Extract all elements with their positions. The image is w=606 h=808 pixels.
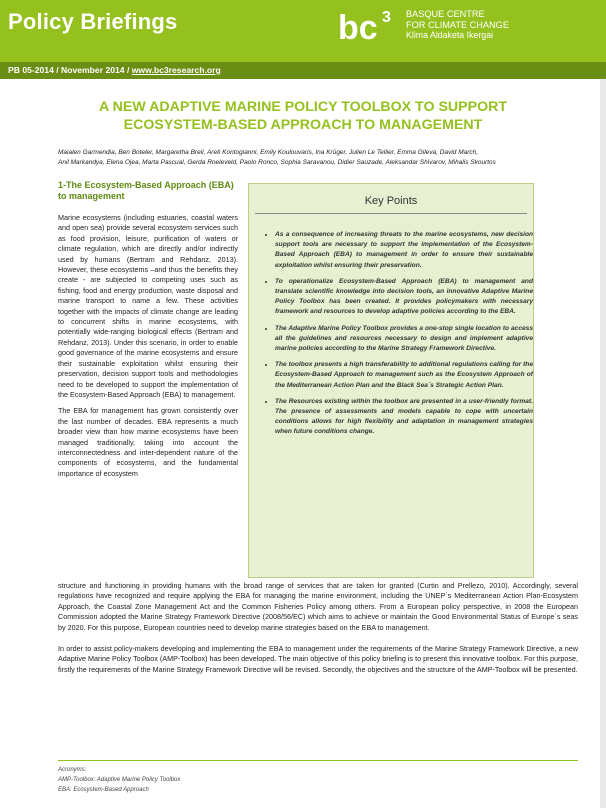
issue-number-date: PB 05-2014 / November 2014 / <box>8 65 132 75</box>
authors-line-1: Maialen Garmendia, Ben Boteler, Margaretha Breil, Areti Kontogianni, Emily Koulouvaris, Ina Krüger, Julien Le Tellier, Emma Gileva, David March, <box>58 149 479 156</box>
footer-divider <box>58 760 578 761</box>
key-point-item: • The Adaptive Marine Policy Toolbox provides a one-stop single location to access all the guidelines and resources necessary to design and implement adaptive marine policies according to the Marine Strategy Framework Directive. <box>275 324 533 355</box>
header-banner <box>0 0 606 62</box>
acronym-item: EBA: Ecosystem-Based Approach <box>58 787 149 793</box>
org-name <box>406 9 509 41</box>
org-line-3: Klima Aldaketa Ikergai <box>406 30 494 40</box>
page-edge <box>600 79 606 808</box>
key-point-item: • To operationalize Ecosystem-Based Approach (EBA) to management and translate scientific knowledge into decision tools, an innovative Adaptive Marine Policy Toolbox has been created. It provides policymakers with necessary framework and resources to develop adaptive policies according to the EBA. <box>275 277 533 318</box>
acronyms-title: Acronyms: <box>58 767 87 773</box>
key-points-divider <box>255 213 527 214</box>
series-title: Policy Briefings <box>8 9 178 34</box>
title-line-1: A NEW ADAPTIVE MARINE POLICY TOOLBOX TO SUPPORT <box>98 99 508 115</box>
paragraph-3: In order to assist policy-makers developing and implementing the EBA to management under the requirements of the Marine Strategy Framework Directive, a new Adaptive Marine Policy Toolbox (AMP-Toolbox) has been developed. The main objective of this policy briefing is to present this innovative toolbox. For this purpose, firstly the requirements of the Marine Strategy Framework Directive will be revised. Secondly, the objectives and the structure of the AMP-Toolbox will be presented. <box>58 644 578 674</box>
svg-text:bc: bc <box>338 9 378 46</box>
website-link[interactable]: www.bc3research.org <box>131 65 221 75</box>
author-list <box>58 148 588 168</box>
authors-line-2: Anil Markandya, Elena Ojea, Marta Pascual, Gerda Roeleveld, Paolo Ronco, Sophia Saravanou, Didier Sauzade, Aleksandar Shivarov, Mihalis Skourtos <box>58 159 496 166</box>
title-line-2: ECOSYSTEM-BASED APPROACH TO MANAGEMENT <box>123 117 483 133</box>
issue-bar <box>0 62 606 79</box>
key-points-list <box>263 230 533 444</box>
key-point-item: • The Resources existing within the toolbox are presented in a user-friendly format. The presence of assessments and models capable to cope with uncertain conditions allows for high flexibility and adaptation in management strategies when future conditions change. <box>275 397 533 438</box>
bc3-logo <box>338 6 398 46</box>
key-point-item: • As a consequence of increasing threats to the marine ecosystems, new decision support tools are necessary to support the implementation of the Ecosystem-Based Approach (EBA) to management in order to ensure their sustainable exploitation whilst ensuring their preservation. <box>275 230 533 271</box>
org-line-1: BASQUE CENTRE <box>406 9 485 19</box>
paragraph-2: The EBA for management has grown consistently over the last number of decades. EBA represents a much broader view than how marine ecosystems have been managed traditionally, taking into account the interconnectedness and inter-dependent nature of the components of ecosystems, and the fundamental importance of ecosystem <box>58 406 238 478</box>
document-title <box>30 98 576 134</box>
issue-meta <box>8 65 221 75</box>
key-point-item: • The toolbox presents a high transferability to additional regulations calling for the Ecosystem-Based Approach to management such as the Ecosystem Approach of the Mediterranean Action Plan and the Black Sea´s Strategic Action Plan. <box>275 360 533 391</box>
body-full-width <box>58 581 578 686</box>
key-points-title: Key Points <box>364 195 418 207</box>
org-line-2: FOR CLIMATE CHANGE <box>406 19 509 30</box>
acronym-item: AMP-Toolbox: Adaptive Marine Policy Toolbox <box>58 777 181 783</box>
paragraph-1: Marine ecosystems (including estuaries, coastal waters and open sea) provide several ecosystem services such as food provision, leisure, purification of waters or climate regulation, which are directly and/or indirectly used by humans (Bertram and Rehdanz, 2013). However, these ecosystems –and thus the benefits they create - are subjected to competing uses such as fishing, food and energy production, waste disposal and marine transport to name a few. These activities together with the impacts of climate change are leading to concurrent shifts in marine ecosystems, with potentially wide-ranging biological effects (Bertram and Rehdanz, 2013). Under this scenario, in order to enable good governance of the marine ecosystems and ensure their sustainable exploitation whilst ensuring their preservation, decision support tools and methodologies need to be developed to support the implementation of the Ecosystem-Based Approach (EBA) to management. <box>58 213 238 399</box>
svg-text:3: 3 <box>382 9 391 26</box>
key-points-box <box>248 183 534 578</box>
acronyms-block <box>58 765 180 795</box>
paragraph-2-continued: structure and functioning in providing humans with the broad range of services that are taken for granted (Curtin and Prellezo, 2010). Accordingly, several regulations have recognized and require applying the EBA for managing the marine environment, including the UNEP´s Mediterranean Action Plan-Ecosystem Approach, the Coastal Zone Management Act and the Common Fisheries Policy among others. From a European policy perspective, in 2008 the European Commission adopted the Marine Strategy Framework Directive (2008/56/EC) which aims to achieve or maintain the Good Environmental Status of Europe´s seas by 2020. For this purpose, European countries need to develop marine strategies based on the EBA to management. <box>58 581 578 632</box>
section-heading: 1-The Ecosystem-Based Approach (EBA) to management <box>58 180 234 201</box>
body-column <box>58 213 238 485</box>
